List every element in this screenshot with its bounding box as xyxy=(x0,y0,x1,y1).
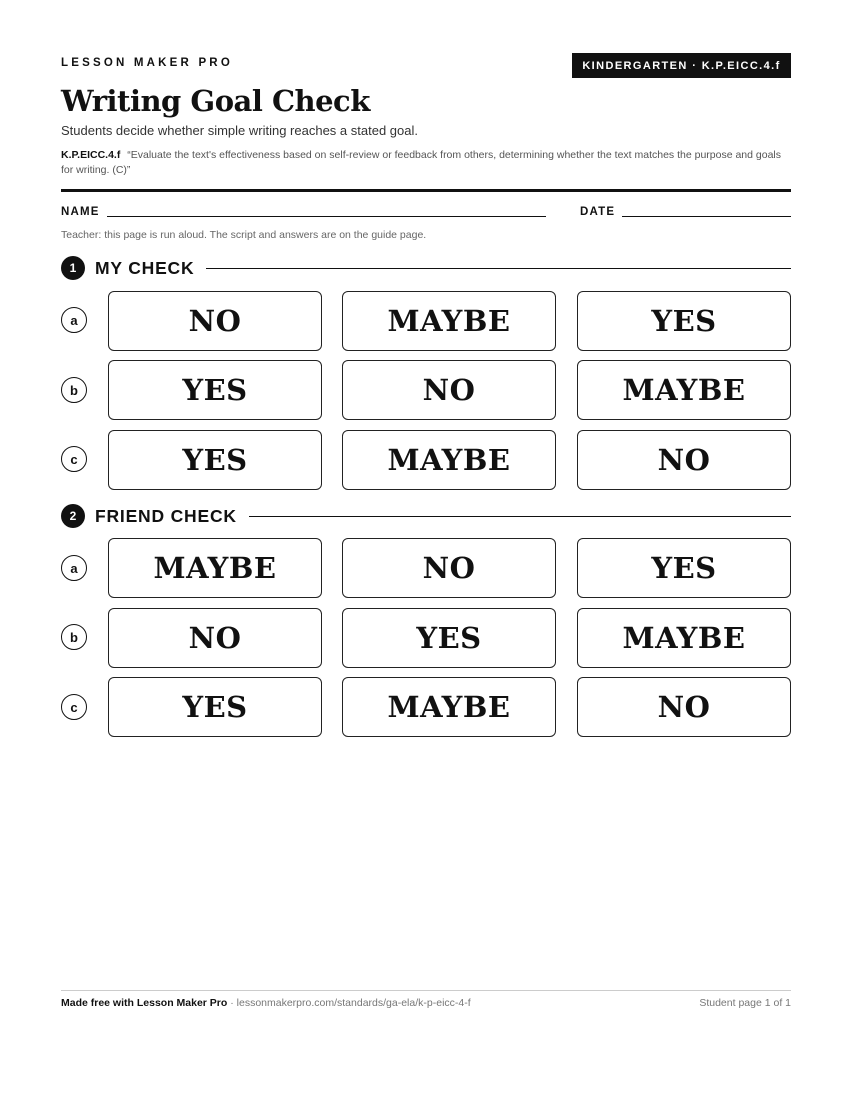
row-letter-b: b xyxy=(61,624,87,650)
choice-card[interactable]: NO xyxy=(108,291,322,351)
choice-card[interactable]: YES xyxy=(577,538,791,598)
section-title: MY CHECK xyxy=(95,257,195,278)
section-my-check xyxy=(61,256,791,280)
teacher-note: Teacher: this page is run aloud. The script and answers are on the guide page. xyxy=(61,229,427,241)
choice-card[interactable]: MAYBE xyxy=(577,360,791,420)
footer-divider xyxy=(61,990,791,991)
footer-made-with: Made free with Lesson Maker Pro xyxy=(61,997,228,1009)
choice-card[interactable]: MAYBE xyxy=(342,430,556,490)
footer-credit xyxy=(61,997,471,1009)
choice-card[interactable]: YES xyxy=(342,608,556,668)
page-title: Writing Goal Check xyxy=(61,84,370,118)
section-title: FRIEND CHECK xyxy=(95,505,237,526)
grade-badge: KINDERGARTEN · K.P.EICC.4.f xyxy=(572,53,791,78)
name-label: NAME xyxy=(61,206,100,218)
brand-name: LESSON MAKER PRO xyxy=(61,57,233,69)
choice-card[interactable]: MAYBE xyxy=(577,608,791,668)
choice-card[interactable]: YES xyxy=(108,677,322,737)
date-field-line[interactable] xyxy=(622,216,791,217)
choice-card[interactable]: MAYBE xyxy=(342,677,556,737)
choice-card[interactable]: MAYBE xyxy=(108,538,322,598)
row-letter-c: c xyxy=(61,446,87,472)
standard-text: “Evaluate the text's effectiveness based on self-review or feedback from others, determining whether the text matches the purpose and goals for writing. (C)” xyxy=(61,149,782,176)
section-friend-check xyxy=(61,504,791,528)
choice-card[interactable]: NO xyxy=(342,538,556,598)
standard-description xyxy=(61,148,791,178)
choice-card[interactable]: NO xyxy=(577,677,791,737)
row-letter-b: b xyxy=(61,377,87,403)
footer-url[interactable]: · lessonmakerpro.com/standards/ga-ela/k-p-eicc-4-f xyxy=(227,997,471,1009)
standard-code: K.P.EICC.4.f xyxy=(61,149,121,161)
choice-card[interactable]: NO xyxy=(577,430,791,490)
section-number: 2 xyxy=(61,504,85,528)
choice-card[interactable]: MAYBE xyxy=(342,291,556,351)
footer-page-number: Student page 1 of 1 xyxy=(699,997,791,1009)
header-divider xyxy=(61,189,791,192)
section-rule xyxy=(206,268,791,269)
section-number: 1 xyxy=(61,256,85,280)
row-letter-c: c xyxy=(61,694,87,720)
choice-card[interactable]: NO xyxy=(108,608,322,668)
date-label: DATE xyxy=(580,206,616,218)
row-letter-a: a xyxy=(61,555,87,581)
choice-card[interactable]: NO xyxy=(342,360,556,420)
choice-card[interactable]: YES xyxy=(108,430,322,490)
page-subtitle: Students decide whether simple writing reaches a stated goal. xyxy=(61,123,418,138)
choice-card[interactable]: YES xyxy=(108,360,322,420)
section-rule xyxy=(249,516,791,517)
row-letter-a: a xyxy=(61,307,87,333)
name-field-line[interactable] xyxy=(107,216,546,217)
choice-card[interactable]: YES xyxy=(577,291,791,351)
